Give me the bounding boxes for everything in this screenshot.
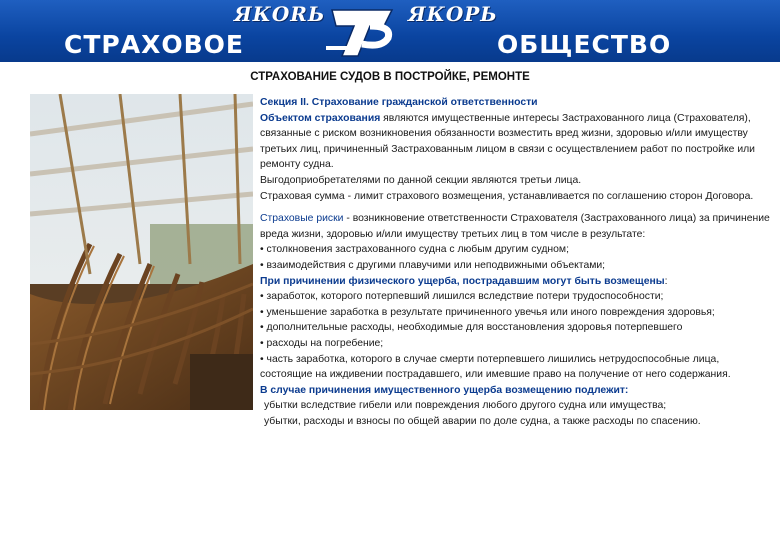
list-item: • дополнительные расходы, необходимые для восстановления здоровья потерпевшего	[260, 322, 683, 334]
sum-text: Страховая сумма - лимит страхового возмещения, устанавливается по соглашению сторон Договора.	[260, 190, 754, 202]
list-item: • заработок, которого потерпевший лишился вследствие потери трудоспособности;	[260, 291, 664, 303]
list-item: • взаимодействия с другими плавучими или неподвижными объектами;	[260, 259, 606, 271]
brand-name-left: ЯКОRЬ	[234, 2, 326, 26]
property-heading: В случае причинения имущественного ущерба возмещению подлежит:	[260, 384, 629, 396]
list-item: убытки вследствие гибели или повреждения любого другого судна или имущества;	[264, 400, 667, 412]
object-text: являются имущественные интересы Застрахованного лица (Страхователя), связанные с риском возникновения обязанности возместить вред жизни, здоровью и/или имуществу третьих лиц, причиненный Застрахованным лицом в связи с осуществлением работ по постройке или ремонту судна.	[260, 112, 755, 171]
page-title: СТРАХОВАНИЕ СУДОВ В ПОСТРОЙКЕ, РЕМОНТЕ	[250, 71, 530, 83]
ya-letter-logo-icon	[322, 4, 412, 60]
list-item: • уменьшение заработка в результате причиненного увечья или иного повреждения здоровья;	[260, 306, 715, 318]
header-banner	[0, 0, 780, 62]
list-item: • расходы на погребение;	[260, 337, 384, 349]
risks-paragraph	[260, 211, 772, 242]
list-item: убытки, расходы и взносы по общей аварии по доле судна, а также расходы по спасению.	[264, 415, 701, 427]
content-text	[260, 95, 772, 429]
section-heading: Секция II. Страхование гражданской ответственности	[260, 97, 538, 108]
list-item: • часть заработка, которого в случае смерти потерпевшего лишились нетрудоспособные лица, состоящие на иждивении пострадавшего, или имевшие право на получение от него содержания.	[260, 353, 731, 381]
risks-text: - возникновение ответственности Страхователя (Застрахованного лица) за причинение вреда жизни, здоровью и/или имуществу третьих лиц в том числе в результате:	[260, 213, 770, 240]
object-label: Объектом страхования	[260, 112, 381, 124]
brand-name-right: ЯКОРЬ	[408, 2, 498, 26]
banner-text-right: ОБЩЕСТВО	[497, 30, 672, 59]
object-paragraph	[260, 111, 772, 173]
list-item: • столкновения застрахованного судна с любым другим судном;	[260, 244, 569, 256]
beneficiaries-text: Выгодоприобретателями по данной секции являются третьи лица.	[260, 174, 582, 186]
ship-hull-under-construction-image	[30, 94, 253, 410]
risks-label: Страховые риски	[260, 213, 344, 225]
banner-text-left: СТРАХОВОЕ	[64, 30, 244, 59]
physical-heading: При причинении физического ущерба, пострадавшим могут быть возмещены:	[260, 275, 668, 287]
